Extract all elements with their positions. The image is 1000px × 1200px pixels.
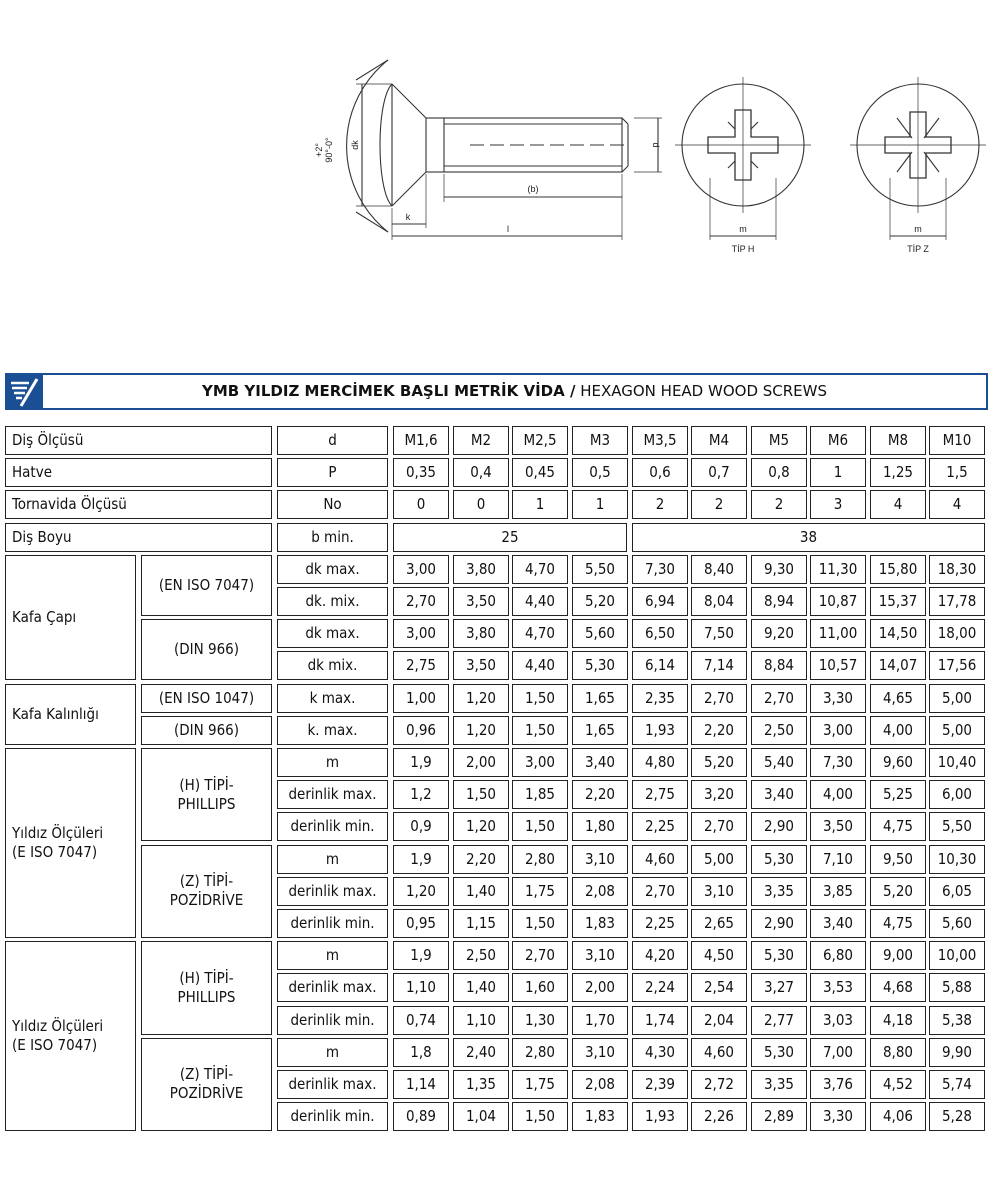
row-label: Tornavida Ölçüsü bbox=[5, 490, 272, 519]
value-cell: 2,75 bbox=[393, 651, 449, 680]
value-cell: 2,40 bbox=[453, 1038, 509, 1067]
value-cell: 5,00 bbox=[691, 845, 747, 874]
l-label: l bbox=[507, 224, 509, 234]
value-cell: 6,50 bbox=[632, 619, 688, 648]
symbol-cell: derinlik max. bbox=[277, 973, 388, 1002]
value-cell: 5,40 bbox=[751, 748, 807, 777]
value-cell: 2,20 bbox=[572, 780, 628, 809]
value-cell: 7,30 bbox=[810, 748, 866, 777]
value-cell: 17,56 bbox=[929, 651, 985, 680]
value-cell: 14,07 bbox=[870, 651, 926, 680]
symbol-cell: derinlik max. bbox=[277, 1070, 388, 1099]
standard-cell: (EN ISO 7047) bbox=[141, 555, 272, 616]
value-cell: 5,00 bbox=[929, 684, 985, 713]
value-cell: 3,03 bbox=[810, 1006, 866, 1035]
value-cell: 1,8 bbox=[393, 1038, 449, 1067]
value-cell: 2,39 bbox=[632, 1070, 688, 1099]
value-cell: 7,30 bbox=[632, 555, 688, 584]
value-cell: 14,50 bbox=[870, 619, 926, 648]
row-label-yildiz-olculeri-line: Yıldız Ölçüleri bbox=[12, 824, 104, 842]
value-cell: 1,75 bbox=[512, 1070, 568, 1099]
value-cell: 5,50 bbox=[572, 555, 628, 584]
value-cell: 1,93 bbox=[632, 716, 688, 745]
value-cell: 5,50 bbox=[929, 812, 985, 841]
symbol-cell: derinlik min. bbox=[277, 1102, 388, 1131]
value-cell: 4,60 bbox=[632, 845, 688, 874]
value-cell: 10,57 bbox=[810, 651, 866, 680]
value-cell: 9,30 bbox=[751, 555, 807, 584]
value-cell: M10 bbox=[929, 426, 985, 455]
value-cell: 1,9 bbox=[393, 845, 449, 874]
value-cell: M4 bbox=[691, 426, 747, 455]
value-cell: 6,80 bbox=[810, 941, 866, 970]
value-cell: 4,50 bbox=[691, 941, 747, 970]
value-cell: 0 bbox=[453, 490, 509, 519]
value-cell: 1,50 bbox=[512, 812, 568, 841]
symbol-cell: derinlik min. bbox=[277, 812, 388, 841]
value-cell: 4,00 bbox=[810, 780, 866, 809]
value-cell: 1,2 bbox=[393, 780, 449, 809]
value-cell: 2,80 bbox=[512, 1038, 568, 1067]
value-cell: 1,65 bbox=[572, 684, 628, 713]
value-cell: 3,10 bbox=[572, 845, 628, 874]
value-cell: 2,20 bbox=[691, 716, 747, 745]
value-cell: 1,10 bbox=[453, 1006, 509, 1035]
value-cell: 0 bbox=[393, 490, 449, 519]
value-cell: 5,38 bbox=[929, 1006, 985, 1035]
value-cell: 3,76 bbox=[810, 1070, 866, 1099]
value-cell: 1,00 bbox=[393, 684, 449, 713]
value-cell: 1,40 bbox=[453, 973, 509, 1002]
value-cell: 8,80 bbox=[870, 1038, 926, 1067]
value-cell: 1,5 bbox=[929, 458, 985, 487]
value-cell: 1,9 bbox=[393, 748, 449, 777]
value-cell: 0,74 bbox=[393, 1006, 449, 1035]
value-cell: 2 bbox=[632, 490, 688, 519]
value-cell: 1,20 bbox=[453, 716, 509, 745]
value-cell: 1,30 bbox=[512, 1006, 568, 1035]
value-cell: 3,10 bbox=[572, 1038, 628, 1067]
value-cell: 5,25 bbox=[870, 780, 926, 809]
value-cell: 1,50 bbox=[512, 1102, 568, 1131]
value-cell: 4,80 bbox=[632, 748, 688, 777]
value-cell: 2,08 bbox=[572, 877, 628, 906]
value-cell: 1 bbox=[572, 490, 628, 519]
value-cell: 1,20 bbox=[393, 877, 449, 906]
value-cell: 3,30 bbox=[810, 684, 866, 713]
symbol-cell: No bbox=[277, 490, 388, 519]
value-cell: 0,6 bbox=[632, 458, 688, 487]
symbol-cell: dk max. bbox=[277, 619, 388, 648]
row-label-yildiz-olculeri-line: (E ISO 7047) bbox=[12, 843, 98, 861]
symbol-cell: k. max. bbox=[277, 716, 388, 745]
value-cell: 4,30 bbox=[632, 1038, 688, 1067]
value-cell: 8,04 bbox=[691, 587, 747, 616]
title-bold: YMB YILDIZ MERCİMEK BAŞLI METRİK VİDA / bbox=[201, 382, 576, 400]
value-cell: 2,25 bbox=[632, 909, 688, 938]
value-cell: 1,83 bbox=[572, 909, 628, 938]
row-label-kafa-kalinligi: Kafa Kalınlığı bbox=[5, 684, 136, 745]
value-cell: 3,40 bbox=[572, 748, 628, 777]
value-cell: 5,20 bbox=[691, 748, 747, 777]
value-cell: 2,90 bbox=[751, 909, 807, 938]
standard-cell: (DIN 966) bbox=[141, 619, 272, 680]
drive-type-cell bbox=[141, 941, 272, 1034]
symbol-cell: m bbox=[277, 748, 388, 777]
value-cell: 4,52 bbox=[870, 1070, 926, 1099]
value-cell: 0,7 bbox=[691, 458, 747, 487]
value-cell: 5,20 bbox=[572, 587, 628, 616]
angle-label: 90°-0° bbox=[324, 137, 334, 163]
value-cell: 2,20 bbox=[453, 845, 509, 874]
value-cell: 8,94 bbox=[751, 587, 807, 616]
value-cell: 1,80 bbox=[572, 812, 628, 841]
value-cell: 1,65 bbox=[572, 716, 628, 745]
value-cell: 10,30 bbox=[929, 845, 985, 874]
title-regular: HEXAGON HEAD WOOD SCREWS bbox=[580, 382, 828, 400]
value-cell: 1,83 bbox=[572, 1102, 628, 1131]
value-cell: 4 bbox=[870, 490, 926, 519]
table-title bbox=[43, 375, 986, 408]
value-cell: 4,75 bbox=[870, 909, 926, 938]
value-cell: 1,10 bbox=[393, 973, 449, 1002]
value-cell: 5,00 bbox=[929, 716, 985, 745]
value-cell: 6,94 bbox=[632, 587, 688, 616]
value-cell: M2,5 bbox=[512, 426, 568, 455]
value-cell: 2,70 bbox=[691, 684, 747, 713]
value-cell: 9,20 bbox=[751, 619, 807, 648]
value-cell: 4,75 bbox=[870, 812, 926, 841]
value-cell: 2,50 bbox=[453, 941, 509, 970]
value-cell: 4,70 bbox=[512, 555, 568, 584]
value-cell: 18,30 bbox=[929, 555, 985, 584]
value-cell: M5 bbox=[751, 426, 807, 455]
value-cell: 7,00 bbox=[810, 1038, 866, 1067]
value-cell: 5,60 bbox=[572, 619, 628, 648]
row-label-yildiz-olculeri bbox=[5, 941, 136, 1131]
value-cell: 2,70 bbox=[393, 587, 449, 616]
symbol-cell: k max. bbox=[277, 684, 388, 713]
value-cell: 2,75 bbox=[632, 780, 688, 809]
value-cell-merged: 25 bbox=[393, 523, 627, 552]
dk-label: dk bbox=[350, 140, 360, 150]
value-cell: 5,30 bbox=[751, 941, 807, 970]
value-cell: 0,95 bbox=[393, 909, 449, 938]
value-cell: 6,05 bbox=[929, 877, 985, 906]
symbol-cell: derinlik max. bbox=[277, 877, 388, 906]
row-label: Hatve bbox=[5, 458, 272, 487]
value-cell: 11,00 bbox=[810, 619, 866, 648]
value-cell: 3,50 bbox=[453, 587, 509, 616]
value-cell: 0,89 bbox=[393, 1102, 449, 1131]
value-cell: 3,40 bbox=[751, 780, 807, 809]
value-cell: 3,00 bbox=[393, 619, 449, 648]
value-cell: 1,50 bbox=[512, 684, 568, 713]
symbol-cell: derinlik max. bbox=[277, 780, 388, 809]
value-cell: 4,60 bbox=[691, 1038, 747, 1067]
type-z-label: TİP Z bbox=[907, 244, 929, 254]
drive-type-cell-line: POZİDRİVE bbox=[169, 891, 244, 910]
value-cell: 1,50 bbox=[512, 716, 568, 745]
value-cell: 8,84 bbox=[751, 651, 807, 680]
value-cell: 2,00 bbox=[572, 973, 628, 1002]
value-cell: 9,90 bbox=[929, 1038, 985, 1067]
value-cell: 2,80 bbox=[512, 845, 568, 874]
value-cell: 3,10 bbox=[691, 877, 747, 906]
value-cell: 10,00 bbox=[929, 941, 985, 970]
value-cell: 2,70 bbox=[751, 684, 807, 713]
drive-type-cell-line: PHILLIPS bbox=[177, 794, 236, 813]
m-h-label: m bbox=[739, 224, 747, 234]
value-cell: 2,72 bbox=[691, 1070, 747, 1099]
drive-type-cell bbox=[141, 748, 272, 841]
value-cell: 1,93 bbox=[632, 1102, 688, 1131]
symbol-cell: dk mix. bbox=[277, 651, 388, 680]
value-cell: 4,68 bbox=[870, 973, 926, 1002]
value-cell: 1,14 bbox=[393, 1070, 449, 1099]
value-cell: 5,74 bbox=[929, 1070, 985, 1099]
value-cell: 7,14 bbox=[691, 651, 747, 680]
value-cell: M6 bbox=[810, 426, 866, 455]
value-cell: 5,60 bbox=[929, 909, 985, 938]
value-cell: 8,40 bbox=[691, 555, 747, 584]
value-cell: 1,20 bbox=[453, 684, 509, 713]
drive-type-cell-line: POZİDRİVE bbox=[169, 1084, 244, 1103]
symbol-cell: m bbox=[277, 941, 388, 970]
value-cell: 1,04 bbox=[453, 1102, 509, 1131]
value-cell: 0,96 bbox=[393, 716, 449, 745]
value-cell: 3,85 bbox=[810, 877, 866, 906]
k-label: k bbox=[405, 212, 411, 222]
screw-logo-icon bbox=[7, 375, 43, 408]
type-h-label: TİP H bbox=[731, 244, 755, 254]
value-cell: 3,10 bbox=[572, 941, 628, 970]
value-cell: 4,18 bbox=[870, 1006, 926, 1035]
value-cell: 0,8 bbox=[751, 458, 807, 487]
b-label: (b) bbox=[527, 184, 539, 194]
value-cell: 1,20 bbox=[453, 812, 509, 841]
symbol-cell: b min. bbox=[277, 523, 388, 552]
symbol-cell: derinlik min. bbox=[277, 909, 388, 938]
value-cell: 2,77 bbox=[751, 1006, 807, 1035]
value-cell: 3,00 bbox=[810, 716, 866, 745]
value-cell: 5,30 bbox=[751, 845, 807, 874]
symbol-cell: P bbox=[277, 458, 388, 487]
row-label-kafa-capi: Kafa Çapı bbox=[5, 555, 136, 681]
value-cell: 1,50 bbox=[453, 780, 509, 809]
value-cell: 10,40 bbox=[929, 748, 985, 777]
value-cell: 1,70 bbox=[572, 1006, 628, 1035]
value-cell: 3,30 bbox=[810, 1102, 866, 1131]
value-cell: 7,10 bbox=[810, 845, 866, 874]
symbol-cell: dk. mix. bbox=[277, 587, 388, 616]
value-cell: M3 bbox=[572, 426, 628, 455]
screw-technical-drawing bbox=[0, 0, 1000, 300]
drive-type-cell-line: PHILLIPS bbox=[177, 987, 236, 1006]
value-cell: 4,20 bbox=[632, 941, 688, 970]
value-cell: 1,15 bbox=[453, 909, 509, 938]
value-cell: 3,50 bbox=[453, 651, 509, 680]
value-cell: 2,24 bbox=[632, 973, 688, 1002]
value-cell: 2,04 bbox=[691, 1006, 747, 1035]
value-cell: 0,9 bbox=[393, 812, 449, 841]
value-cell: 3,35 bbox=[751, 1070, 807, 1099]
value-cell: M8 bbox=[870, 426, 926, 455]
value-cell: 9,50 bbox=[870, 845, 926, 874]
value-cell: 2,00 bbox=[453, 748, 509, 777]
value-cell: 17,78 bbox=[929, 587, 985, 616]
row-label: Diş Boyu bbox=[5, 523, 272, 552]
value-cell: 10,87 bbox=[810, 587, 866, 616]
value-cell: 2 bbox=[691, 490, 747, 519]
value-cell: 3,80 bbox=[453, 555, 509, 584]
m-z-label: m bbox=[914, 224, 922, 234]
value-cell: 1,40 bbox=[453, 877, 509, 906]
drive-type-cell bbox=[141, 1038, 272, 1131]
value-cell: 4,65 bbox=[870, 684, 926, 713]
value-cell: 2,70 bbox=[691, 812, 747, 841]
value-cell: 5,30 bbox=[751, 1038, 807, 1067]
value-cell: 1,50 bbox=[512, 909, 568, 938]
value-cell: 2,54 bbox=[691, 973, 747, 1002]
drive-type-cell-line: (Z) TİPİ- bbox=[179, 872, 234, 891]
value-cell: 2 bbox=[751, 490, 807, 519]
value-cell: 15,37 bbox=[870, 587, 926, 616]
value-cell: 2,65 bbox=[691, 909, 747, 938]
value-cell: 6,14 bbox=[632, 651, 688, 680]
value-cell: 0,45 bbox=[512, 458, 568, 487]
symbol-cell: m bbox=[277, 1038, 388, 1067]
value-cell: M1,6 bbox=[393, 426, 449, 455]
value-cell: 4,40 bbox=[512, 651, 568, 680]
symbol-cell: d bbox=[277, 426, 388, 455]
drive-type-cell-line: (H) TİPİ- bbox=[179, 775, 234, 794]
value-cell: 2,89 bbox=[751, 1102, 807, 1131]
value-cell: 2,26 bbox=[691, 1102, 747, 1131]
value-cell: 6,00 bbox=[929, 780, 985, 809]
value-cell: 15,80 bbox=[870, 555, 926, 584]
value-cell: 3,50 bbox=[810, 812, 866, 841]
value-cell: 5,30 bbox=[572, 651, 628, 680]
value-cell: 1,74 bbox=[632, 1006, 688, 1035]
value-cell: 0,35 bbox=[393, 458, 449, 487]
table-header-bar bbox=[5, 373, 988, 410]
value-cell: 5,88 bbox=[929, 973, 985, 1002]
value-cell: 3,35 bbox=[751, 877, 807, 906]
value-cell: M3,5 bbox=[632, 426, 688, 455]
symbol-cell: derinlik min. bbox=[277, 1006, 388, 1035]
value-cell: 1,9 bbox=[393, 941, 449, 970]
value-cell: 4,00 bbox=[870, 716, 926, 745]
value-cell: 4,70 bbox=[512, 619, 568, 648]
d-label: d bbox=[651, 142, 661, 148]
value-cell: 1 bbox=[810, 458, 866, 487]
value-cell: 4,06 bbox=[870, 1102, 926, 1131]
value-cell: 0,4 bbox=[453, 458, 509, 487]
standard-cell: (EN ISO 1047) bbox=[141, 684, 272, 713]
value-cell: 2,08 bbox=[572, 1070, 628, 1099]
value-cell: 11,30 bbox=[810, 555, 866, 584]
value-cell: 2,25 bbox=[632, 812, 688, 841]
value-cell: 3,53 bbox=[810, 973, 866, 1002]
angle-tol-label: +2° bbox=[314, 143, 324, 157]
value-cell: 2,50 bbox=[751, 716, 807, 745]
value-cell: 2,70 bbox=[632, 877, 688, 906]
value-cell: 1 bbox=[512, 490, 568, 519]
value-cell: 1,75 bbox=[512, 877, 568, 906]
standard-cell: (DIN 966) bbox=[141, 716, 272, 745]
symbol-cell: dk max. bbox=[277, 555, 388, 584]
row-label-yildiz-olculeri-line: Yıldız Ölçüleri bbox=[12, 1017, 104, 1036]
symbol-cell: m bbox=[277, 845, 388, 874]
value-cell: 9,60 bbox=[870, 748, 926, 777]
value-cell: M2 bbox=[453, 426, 509, 455]
value-cell: 4,40 bbox=[512, 587, 568, 616]
drive-type-cell bbox=[141, 845, 272, 938]
drive-type-cell-line: (H) TİPİ- bbox=[179, 968, 234, 987]
value-cell: 1,35 bbox=[453, 1070, 509, 1099]
value-cell: 3,40 bbox=[810, 909, 866, 938]
value-cell-merged: 38 bbox=[632, 523, 985, 552]
value-cell: 9,00 bbox=[870, 941, 926, 970]
value-cell: 1,25 bbox=[870, 458, 926, 487]
screw-head-dome bbox=[380, 84, 392, 206]
value-cell: 5,28 bbox=[929, 1102, 985, 1131]
value-cell: 3,00 bbox=[393, 555, 449, 584]
row-label-yildiz-olculeri-line: (E ISO 7047) bbox=[12, 1036, 98, 1055]
value-cell: 3,80 bbox=[453, 619, 509, 648]
value-cell: 2,35 bbox=[632, 684, 688, 713]
value-cell: 3 bbox=[810, 490, 866, 519]
value-cell: 18,00 bbox=[929, 619, 985, 648]
value-cell: 2,70 bbox=[512, 941, 568, 970]
row-label: Diş Ölçüsü bbox=[5, 426, 272, 455]
row-label-yildiz-olculeri bbox=[5, 748, 136, 938]
value-cell: 2,90 bbox=[751, 812, 807, 841]
value-cell: 3,00 bbox=[512, 748, 568, 777]
value-cell: 5,20 bbox=[870, 877, 926, 906]
value-cell: 1,85 bbox=[512, 780, 568, 809]
drive-type-cell-line: (Z) TİPİ- bbox=[179, 1065, 234, 1084]
value-cell: 1,60 bbox=[512, 973, 568, 1002]
value-cell: 7,50 bbox=[691, 619, 747, 648]
value-cell: 3,20 bbox=[691, 780, 747, 809]
value-cell: 0,5 bbox=[572, 458, 628, 487]
value-cell: 3,27 bbox=[751, 973, 807, 1002]
value-cell: 4 bbox=[929, 490, 985, 519]
